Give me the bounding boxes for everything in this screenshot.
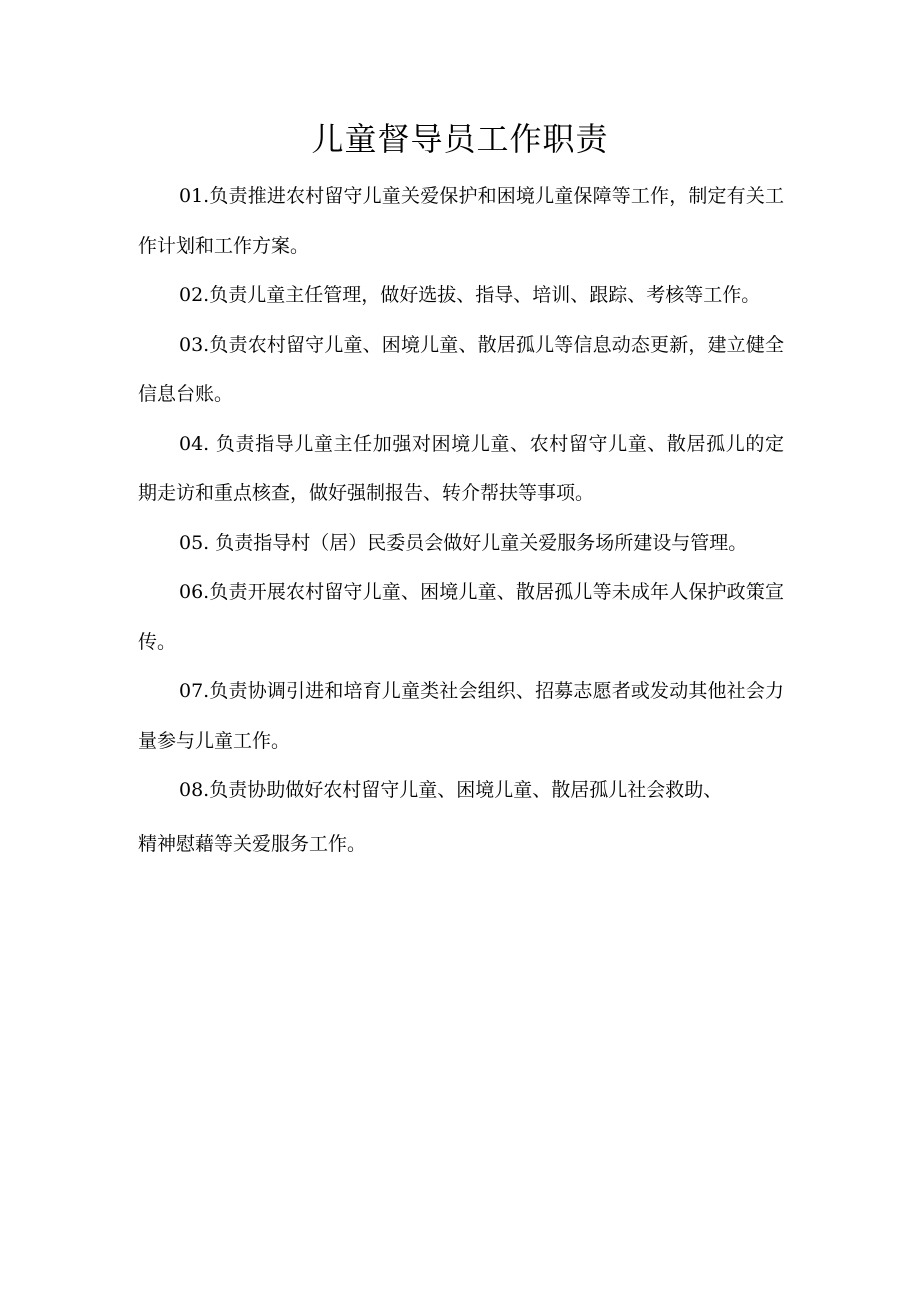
duty-item-01: 01.负责推进农村留守儿童关爱保护和困境儿童保障等工作，制定有关工作计划和工作方案。 bbox=[138, 185, 784, 257]
document-title: 儿童督导员工作职责 bbox=[311, 120, 609, 158]
duty-item-08-line1: 08.负责协助做好农村留守儿童、困境儿童、散居孤儿社会救助、 bbox=[179, 779, 723, 801]
duty-item-05: 05. 负责指导村（居）民委员会做好儿童关爱服务场所建设与管理。 bbox=[179, 531, 748, 554]
document-body bbox=[138, 172, 784, 869]
duty-item-08 bbox=[138, 766, 784, 869]
duty-item-06: 06.负责开展农村留守儿童、困境儿童、散居孤儿等未成年人保护政策宣传。 bbox=[138, 581, 784, 653]
duty-item-04: 04. 负责指导儿童主任加强对困境儿童、农村留守儿童、散居孤儿的定期走访和重点核查，做好强制报告、转介帮扶等事项。 bbox=[138, 432, 784, 504]
duty-item-07: 07.负责协调引进和培育儿童类社会组织、招募志愿者或发动其他社会力量参与儿童工作。 bbox=[138, 680, 784, 752]
duty-item-02: 02.负责儿童主任管理，做好选拔、指导、培训、跟踪、考核等工作。 bbox=[179, 284, 761, 306]
duty-item-08-line2: 精神慰藉等关爱服务工作。 bbox=[138, 832, 367, 855]
duty-item-03: 03.负责农村留守儿童、困境儿童、散居孤儿等信息动态更新，建立健全信息台账。 bbox=[138, 333, 784, 405]
